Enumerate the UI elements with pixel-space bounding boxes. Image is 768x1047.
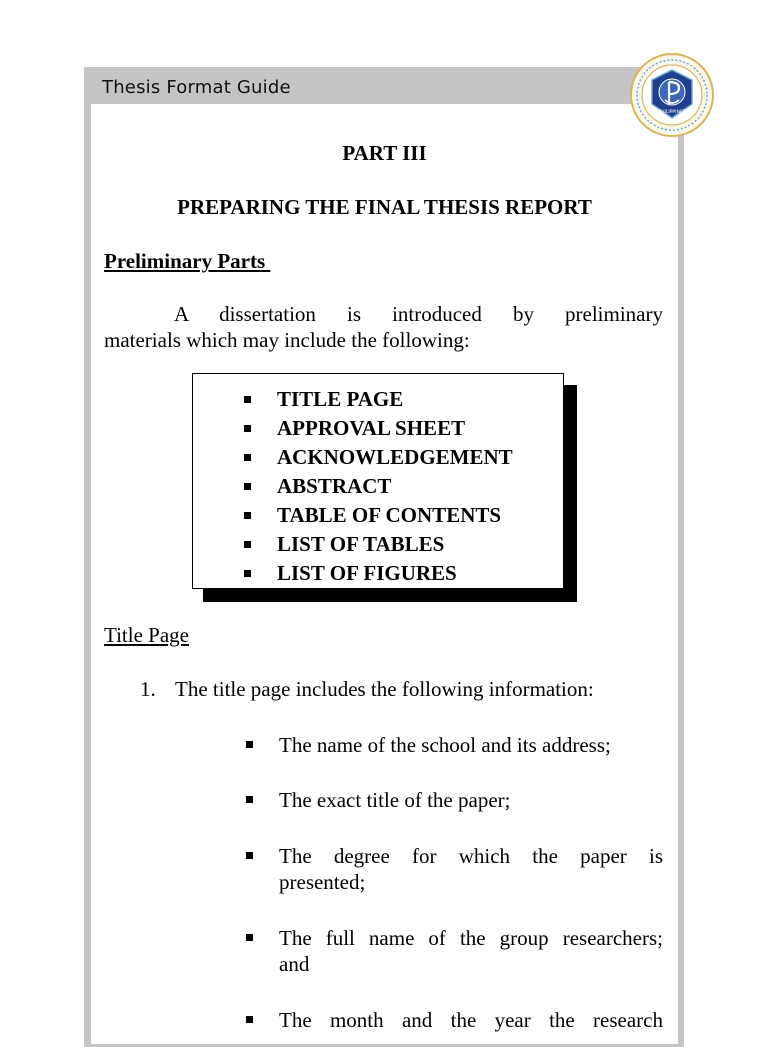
preliminary-items-list (193, 385, 563, 588)
numbered-marker: 1. (140, 677, 156, 701)
bullet-square (246, 852, 253, 859)
bullet-square (246, 741, 253, 748)
bullet-square (244, 454, 251, 461)
preliminary-parts-title: Preliminary Parts (104, 249, 271, 273)
list-item: LIST OF FIGURES (193, 559, 563, 588)
list-item: TITLE PAGE (193, 385, 563, 414)
bullet-square (246, 796, 253, 803)
bullet-square (244, 483, 251, 490)
title-page-subheading: Title Page (104, 623, 189, 647)
seal-text: PHILIPPINES (658, 110, 686, 115)
bullet-square (246, 934, 253, 941)
bullet-square (244, 396, 251, 403)
part-title: PART III (342, 141, 427, 165)
intro-line-1: A dissertation is introduced by preliminary (174, 302, 663, 326)
school-seal-icon (629, 52, 715, 138)
preliminary-items-box (192, 373, 564, 589)
header-title: Thesis Format Guide (102, 77, 291, 98)
bullet-square (244, 425, 251, 432)
list-item: APPROVAL SHEET (193, 414, 563, 443)
intro-line-2: materials which may include the following: (104, 328, 470, 352)
bullet-square (246, 1016, 253, 1023)
list-item: LIST OF TABLES (193, 530, 563, 559)
section-heading: PREPARING THE FINAL THESIS REPORT (177, 195, 592, 219)
list-item: TABLE OF CONTENTS (193, 501, 563, 530)
list-item: ACKNOWLEDGEMENT (193, 443, 563, 472)
numbered-text: The title page includes the following information: (175, 677, 594, 701)
bullet-square (244, 512, 251, 519)
bullet-square (244, 541, 251, 548)
bullet-square (244, 570, 251, 577)
list-item: ABSTRACT (193, 472, 563, 501)
